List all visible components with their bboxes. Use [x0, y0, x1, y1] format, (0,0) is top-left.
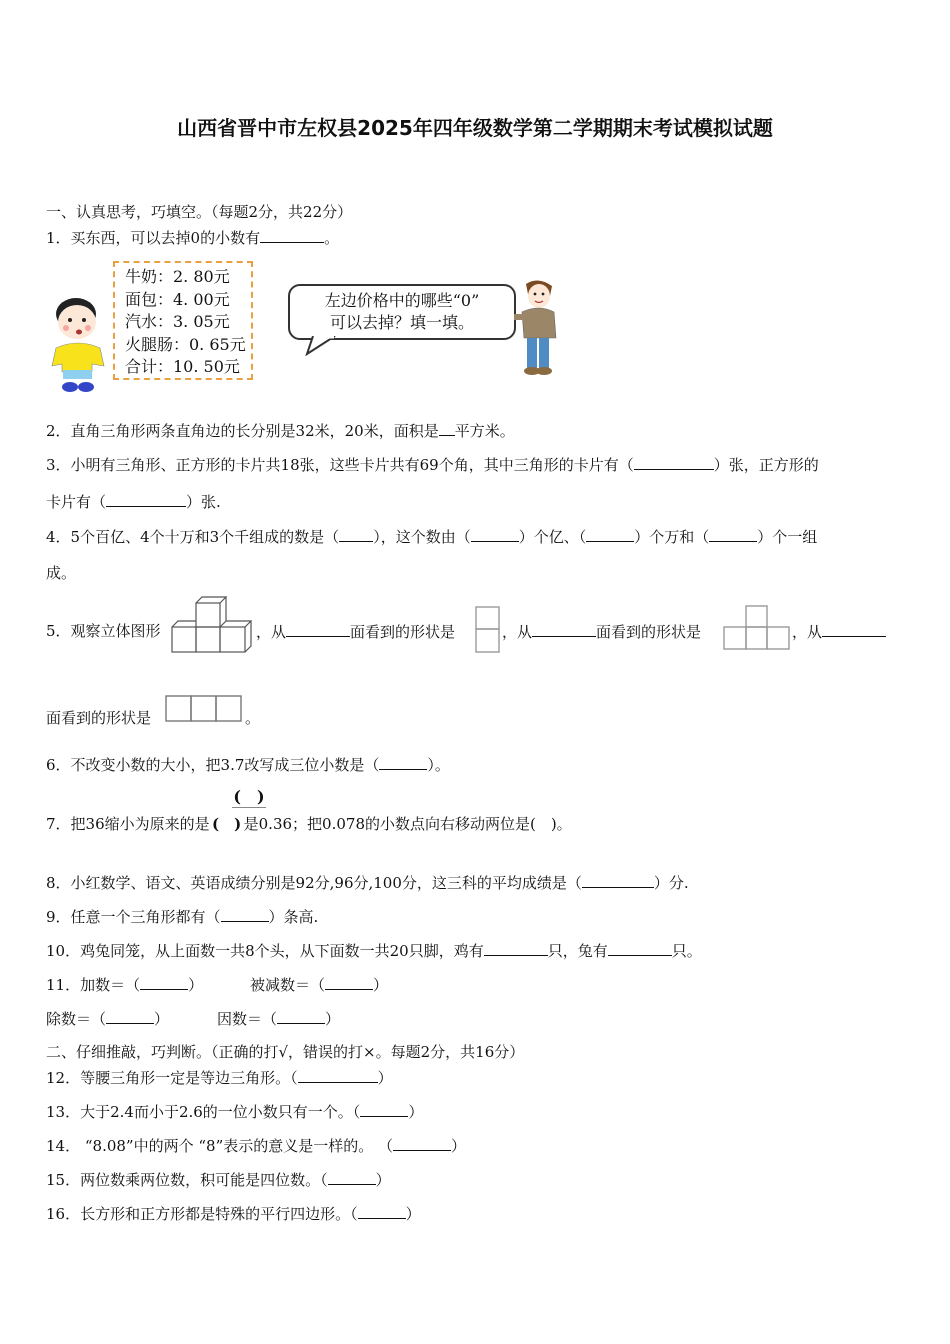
section-2-heading: 二、仔细推敲，巧判断。（正确的打√，错误的打×。每题2分，共16分）: [46, 1043, 525, 1061]
q11-factor-blank[interactable]: [277, 1009, 325, 1024]
question-11-row1: 11．加数＝（ ）: [46, 976, 204, 994]
price-item: 火腿肠：0. 65元: [125, 334, 246, 354]
q15-answer-blank[interactable]: [328, 1170, 376, 1185]
question-5-label: 5．观察立体图形: [46, 622, 161, 640]
q1-text: 1．买东西，可以去掉0的小数有: [46, 229, 261, 247]
question-14: 14． “8.08”中的两个 “8”表示的意义是一样的。 （ ）: [46, 1137, 467, 1155]
question-4: 4．5个百亿、4个十万和3个千组成的数是（ ），这个数由（ ）个亿、（ ）个万和（ ）个一组: [46, 528, 818, 546]
price-item: 汽水：3. 05元: [125, 312, 230, 331]
question-11-row2: 除数＝（ ）: [46, 1010, 170, 1028]
question-4-cont: 成。: [46, 564, 77, 582]
q16-answer-blank[interactable]: [358, 1204, 406, 1219]
q13-answer-blank[interactable]: [360, 1102, 408, 1117]
q3-triangle-blank[interactable]: [634, 455, 714, 470]
question-11-row2b: 因数＝（ ）: [217, 1010, 341, 1028]
q4-wan-blank[interactable]: [586, 527, 634, 542]
q7-fraction-denominator[interactable]: ( ): [212, 815, 242, 833]
q7-fraction-bar: [232, 807, 266, 808]
question-11-row1b: 被减数＝（ ）: [250, 976, 389, 994]
q11-addend-blank[interactable]: [140, 975, 188, 990]
view-shape-two-stacked: [475, 606, 501, 654]
question-9: 9．任意一个三角形都有（ ）条高.: [46, 908, 319, 926]
price-list-box: [113, 261, 253, 380]
q4-number-blank[interactable]: [339, 527, 373, 542]
question-2: 2．直角三角形两条直角边的长分别是32米，20米，面积是 平方米。: [46, 422, 515, 440]
question-16: 16．长方形和正方形都是特殊的平行四边形。（ ）: [46, 1205, 421, 1223]
question-3-cont: 卡片有（ ）张.: [46, 493, 221, 511]
question-7: 7．把36缩小为原来的是 ( ) 是0.36；把0.078的小数点向右移动两位是( )。: [46, 815, 572, 833]
q11-minuend-blank[interactable]: [325, 975, 373, 990]
page-title: 山西省晋中市左权县2025年四年级数学第二学期期末考试模拟试题: [177, 116, 773, 140]
question-5-part1: ，从 面看到的形状是: [256, 623, 456, 641]
q12-answer-blank[interactable]: [298, 1068, 378, 1083]
q11-divisor-blank[interactable]: [106, 1009, 154, 1024]
q1-answer-blank[interactable]: [260, 228, 324, 243]
q2-answer-blank[interactable]: [439, 421, 455, 436]
q4-yi1-blank[interactable]: [709, 527, 757, 542]
price-item: 面包：4. 00元: [125, 289, 230, 309]
question-15: 15．两位数乘两位数，积可能是四位数。（ ）: [46, 1171, 391, 1189]
q5-view1-blank[interactable]: [286, 622, 350, 637]
q14-answer-blank[interactable]: [393, 1136, 451, 1151]
boy-illustration: [48, 292, 110, 394]
q10-chicken-blank[interactable]: [484, 941, 548, 956]
q3-square-blank[interactable]: [106, 492, 186, 507]
q5-view2-blank[interactable]: [532, 622, 596, 637]
question-5-part3: ，从: [792, 622, 886, 641]
q4-yi-blank[interactable]: [471, 527, 519, 542]
question-5-part2: ，从 面看到的形状是: [502, 623, 702, 641]
view-shape-t-shape: [723, 605, 791, 651]
q10-rabbit-blank[interactable]: [608, 941, 672, 956]
q5-view3-blank[interactable]: [822, 622, 886, 637]
question-5-end: 。: [245, 709, 261, 727]
solid-figure-3d: [171, 595, 257, 655]
question-6: 6．不改变小数的大小，把3.7改写成三位小数是（ ）。: [46, 756, 450, 774]
q9-answer-blank[interactable]: [221, 907, 269, 922]
speech-bubble: 左边价格中的哪些“0” 可以去掉？填一填。: [288, 284, 516, 340]
man-illustration: [512, 278, 560, 378]
question-5-part4: 面看到的形状是: [46, 709, 152, 727]
section-1-heading: 一、认真思考，巧填空。（每题2分，共22分）: [46, 203, 353, 221]
price-total: 合计：10. 50元: [125, 357, 240, 376]
speech-bubble-tail: [305, 336, 345, 356]
view-shape-three-row: [165, 695, 243, 723]
q7-fraction-numerator[interactable]: ( ): [233, 787, 265, 806]
question-3: 3．小明有三角形、正方形的卡片共18张，这些卡片共有69个角，其中三角形的卡片有（ ）张，正方形的: [46, 456, 819, 474]
question-12: 12．等腰三角形一定是等边三角形。（ ）: [46, 1069, 393, 1087]
q8-answer-blank[interactable]: [582, 873, 654, 888]
question-13: 13．大于2.4而小于2.6的一位小数只有一个。（ ）: [46, 1103, 424, 1121]
q6-answer-blank[interactable]: [379, 755, 427, 770]
question-1: 1．买东西，可以去掉0的小数有 。: [46, 229, 340, 247]
price-item: 牛奶：2. 80元: [125, 267, 230, 286]
question-10: 10．鸡兔同笼，从上面数一共8个头，从下面数一共20只脚，鸡有 只，兔有 只。: [46, 942, 702, 960]
question-8: 8．小红数学、语文、英语成绩分别是92分,96分,100分，这三科的平均成绩是（ ）分.: [46, 874, 689, 892]
